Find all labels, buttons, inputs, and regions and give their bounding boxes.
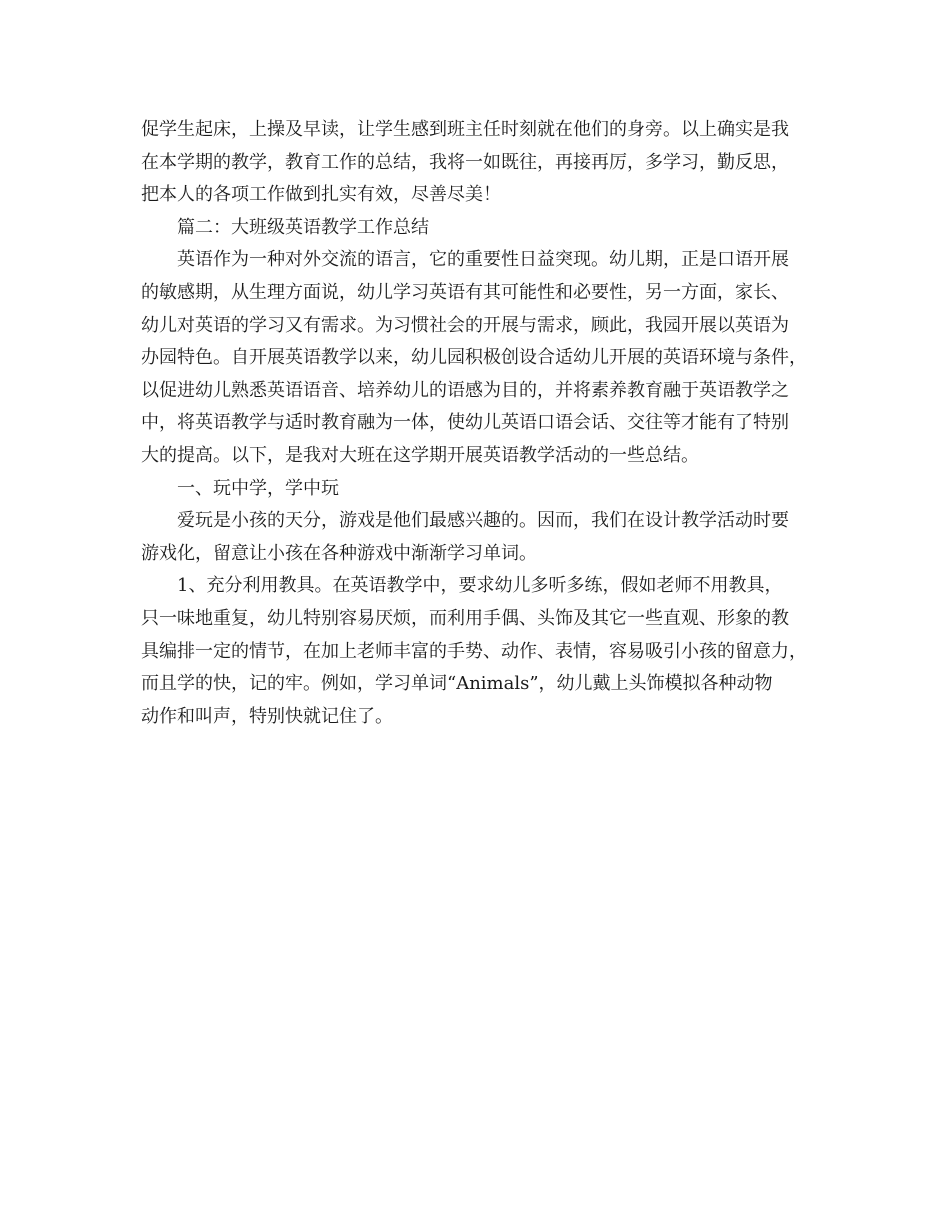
text-line: 幼儿对英语的学习又有需求。为习惯社会的开展与需求，顾此，我园开展以英语为 <box>141 314 789 336</box>
text-line: 动作和叫声，特别快就记住了。 <box>141 705 393 727</box>
text-line: 把本人的各项工作做到扎实有效，尽善尽美！ <box>141 184 501 206</box>
text-line: 具编排一定的情节，在加上老师丰富的手势、动作、表情，容易吸引小孩的留意力， <box>141 640 807 662</box>
text-line: 爱玩是小孩的天分，游戏是他们最感兴趣的。因而，我们在设计教学活动时要 <box>177 510 789 532</box>
text-line: 英语作为一种对外交流的语言，它的重要性日益突现。幼儿期，正是口语开展 <box>177 249 789 271</box>
text-line: 的敏感期，从生理方面说，幼儿学习英语有其可能性和必要性，另一方面，家长、 <box>141 281 789 303</box>
text-line: 只一味地重复，幼儿特别容易厌烦，而利用手偶、头饰及其它一些直观、形象的教 <box>141 607 789 629</box>
text-line: 而且学的快，记的牢。例如，学习单词“Animals”，幼儿戴上头饰模拟各种动物 <box>141 673 773 695</box>
section-heading: 一、玩中学，学中玩 <box>177 477 339 499</box>
text-line: 以促进幼儿熟悉英语语音、培养幼儿的语感为目的，并将素养教育融于英语教学之 <box>141 379 789 401</box>
text-line: 中，将英语教学与适时教育融为一体，使幼儿英语口语会话、交往等才能有了特别 <box>141 412 789 434</box>
text-line: 游戏化，留意让小孩在各种游戏中渐渐学习单词。 <box>141 542 537 564</box>
text-line: 1、充分利用教具。在英语教学中，要求幼儿多听多练，假如老师不用教具， <box>177 575 783 597</box>
section-heading: 篇二：大班级英语教学工作总结 <box>177 216 429 238</box>
document-body <box>141 114 817 733</box>
text-line: 大的提高。以下，是我对大班在这学期开展英语教学活动的一些总结。 <box>141 444 699 466</box>
text-line: 办园特色。自开展英语教学以来，幼儿园积极创设合适幼儿开展的英语环境与条件， <box>141 347 807 369</box>
text-line: 在本学期的教学，教育工作的总结，我将一如既往，再接再厉，多学习，勤反思， <box>141 151 789 173</box>
text-line: 促学生起床，上操及早读，让学生感到班主任时刻就在他们的身旁。以上确实是我 <box>141 119 789 140</box>
